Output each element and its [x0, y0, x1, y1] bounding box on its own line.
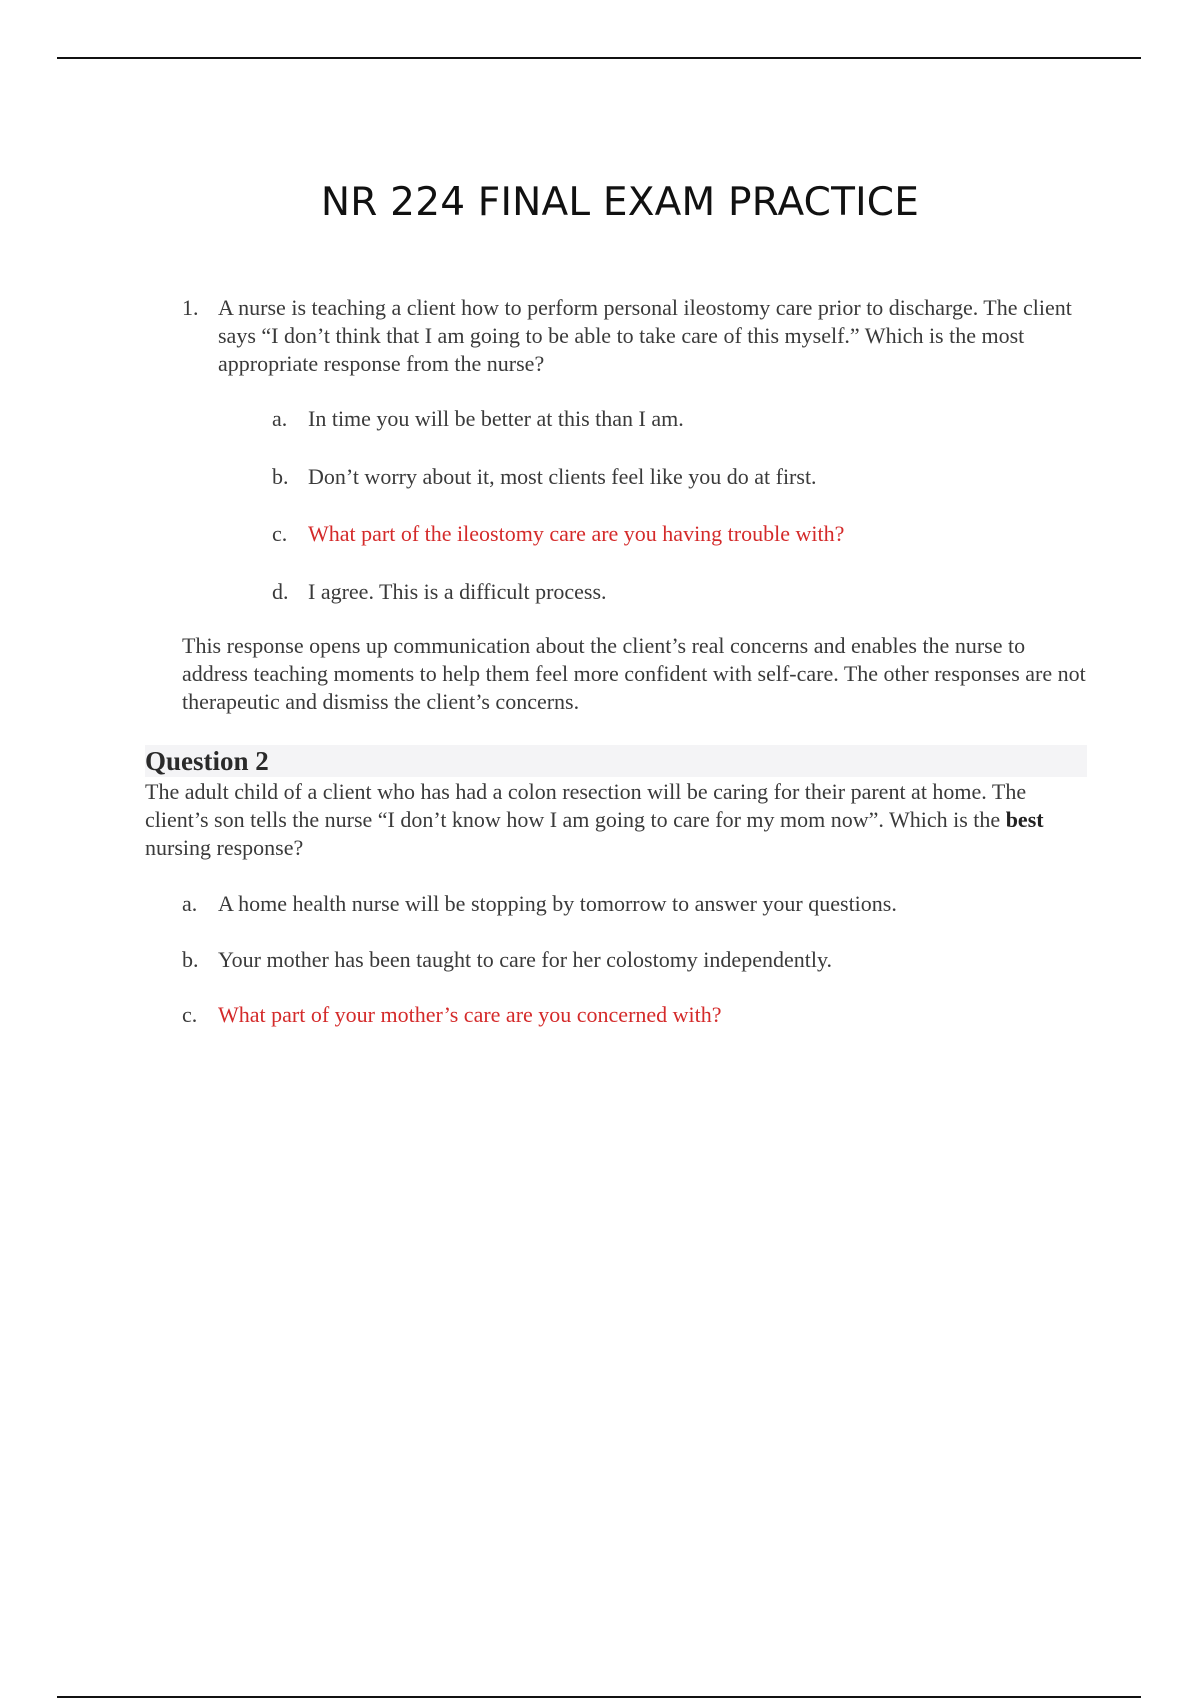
- question-2-stem: [145, 778, 1085, 862]
- option-letter: b.: [272, 464, 289, 489]
- option-text: I agree. This is a difficult process.: [308, 579, 607, 604]
- question-1-rationale: This response opens up communication about the client’s real concerns and enables the nurse to address teaching moments to help them feel more confident with self-care. The other responses are not therapeutic and dismiss the client’s concerns.: [182, 633, 1086, 714]
- question-1: [182, 294, 1082, 378]
- option-text: In time you will be better at this than I am.: [308, 406, 684, 431]
- option-text: Your mother has been taught to care for her colostomy independently.: [218, 947, 833, 972]
- correct-option-text: What part of the ileostomy care are you having trouble with?: [308, 521, 845, 546]
- option-letter: b.: [182, 947, 199, 972]
- question-2-stem-emphasis: best: [1005, 807, 1044, 832]
- option-text: A home health nurse will be stopping by tomorrow to answer your questions.: [218, 891, 897, 916]
- option-letter: c.: [272, 521, 288, 546]
- bottom-rule: [57, 1696, 1141, 1698]
- correct-option-text: What part of your mother’s care are you concerned with?: [218, 1002, 722, 1027]
- option-letter: a.: [272, 406, 288, 431]
- question-2-stem-end: nursing response?: [145, 835, 304, 860]
- question-1-number: 1.: [182, 295, 199, 320]
- question-1-stem: A nurse is teaching a client how to perform personal ileostomy care prior to discharge. The client says “I don’t think that I am going to be able to take care of this myself.” Which is the most appropriate response from the nurse?: [218, 295, 1072, 376]
- option-letter: d.: [272, 579, 289, 604]
- top-rule: [57, 57, 1141, 59]
- question-2-heading: Question 2: [145, 745, 1087, 777]
- option-letter: a.: [182, 891, 198, 916]
- page-title: NR 224 FINAL EXAM PRACTICE: [320, 180, 920, 225]
- option-letter: c.: [182, 1002, 198, 1027]
- option-text: Don’t worry about it, most clients feel like you do at first.: [308, 464, 817, 489]
- question-2-stem-start: The adult child of a client who has had a colon resection will be caring for their parent at home. The client’s son tells the nurse “I don’t know how I am going to care for my mom now”. Which is the: [145, 779, 1027, 832]
